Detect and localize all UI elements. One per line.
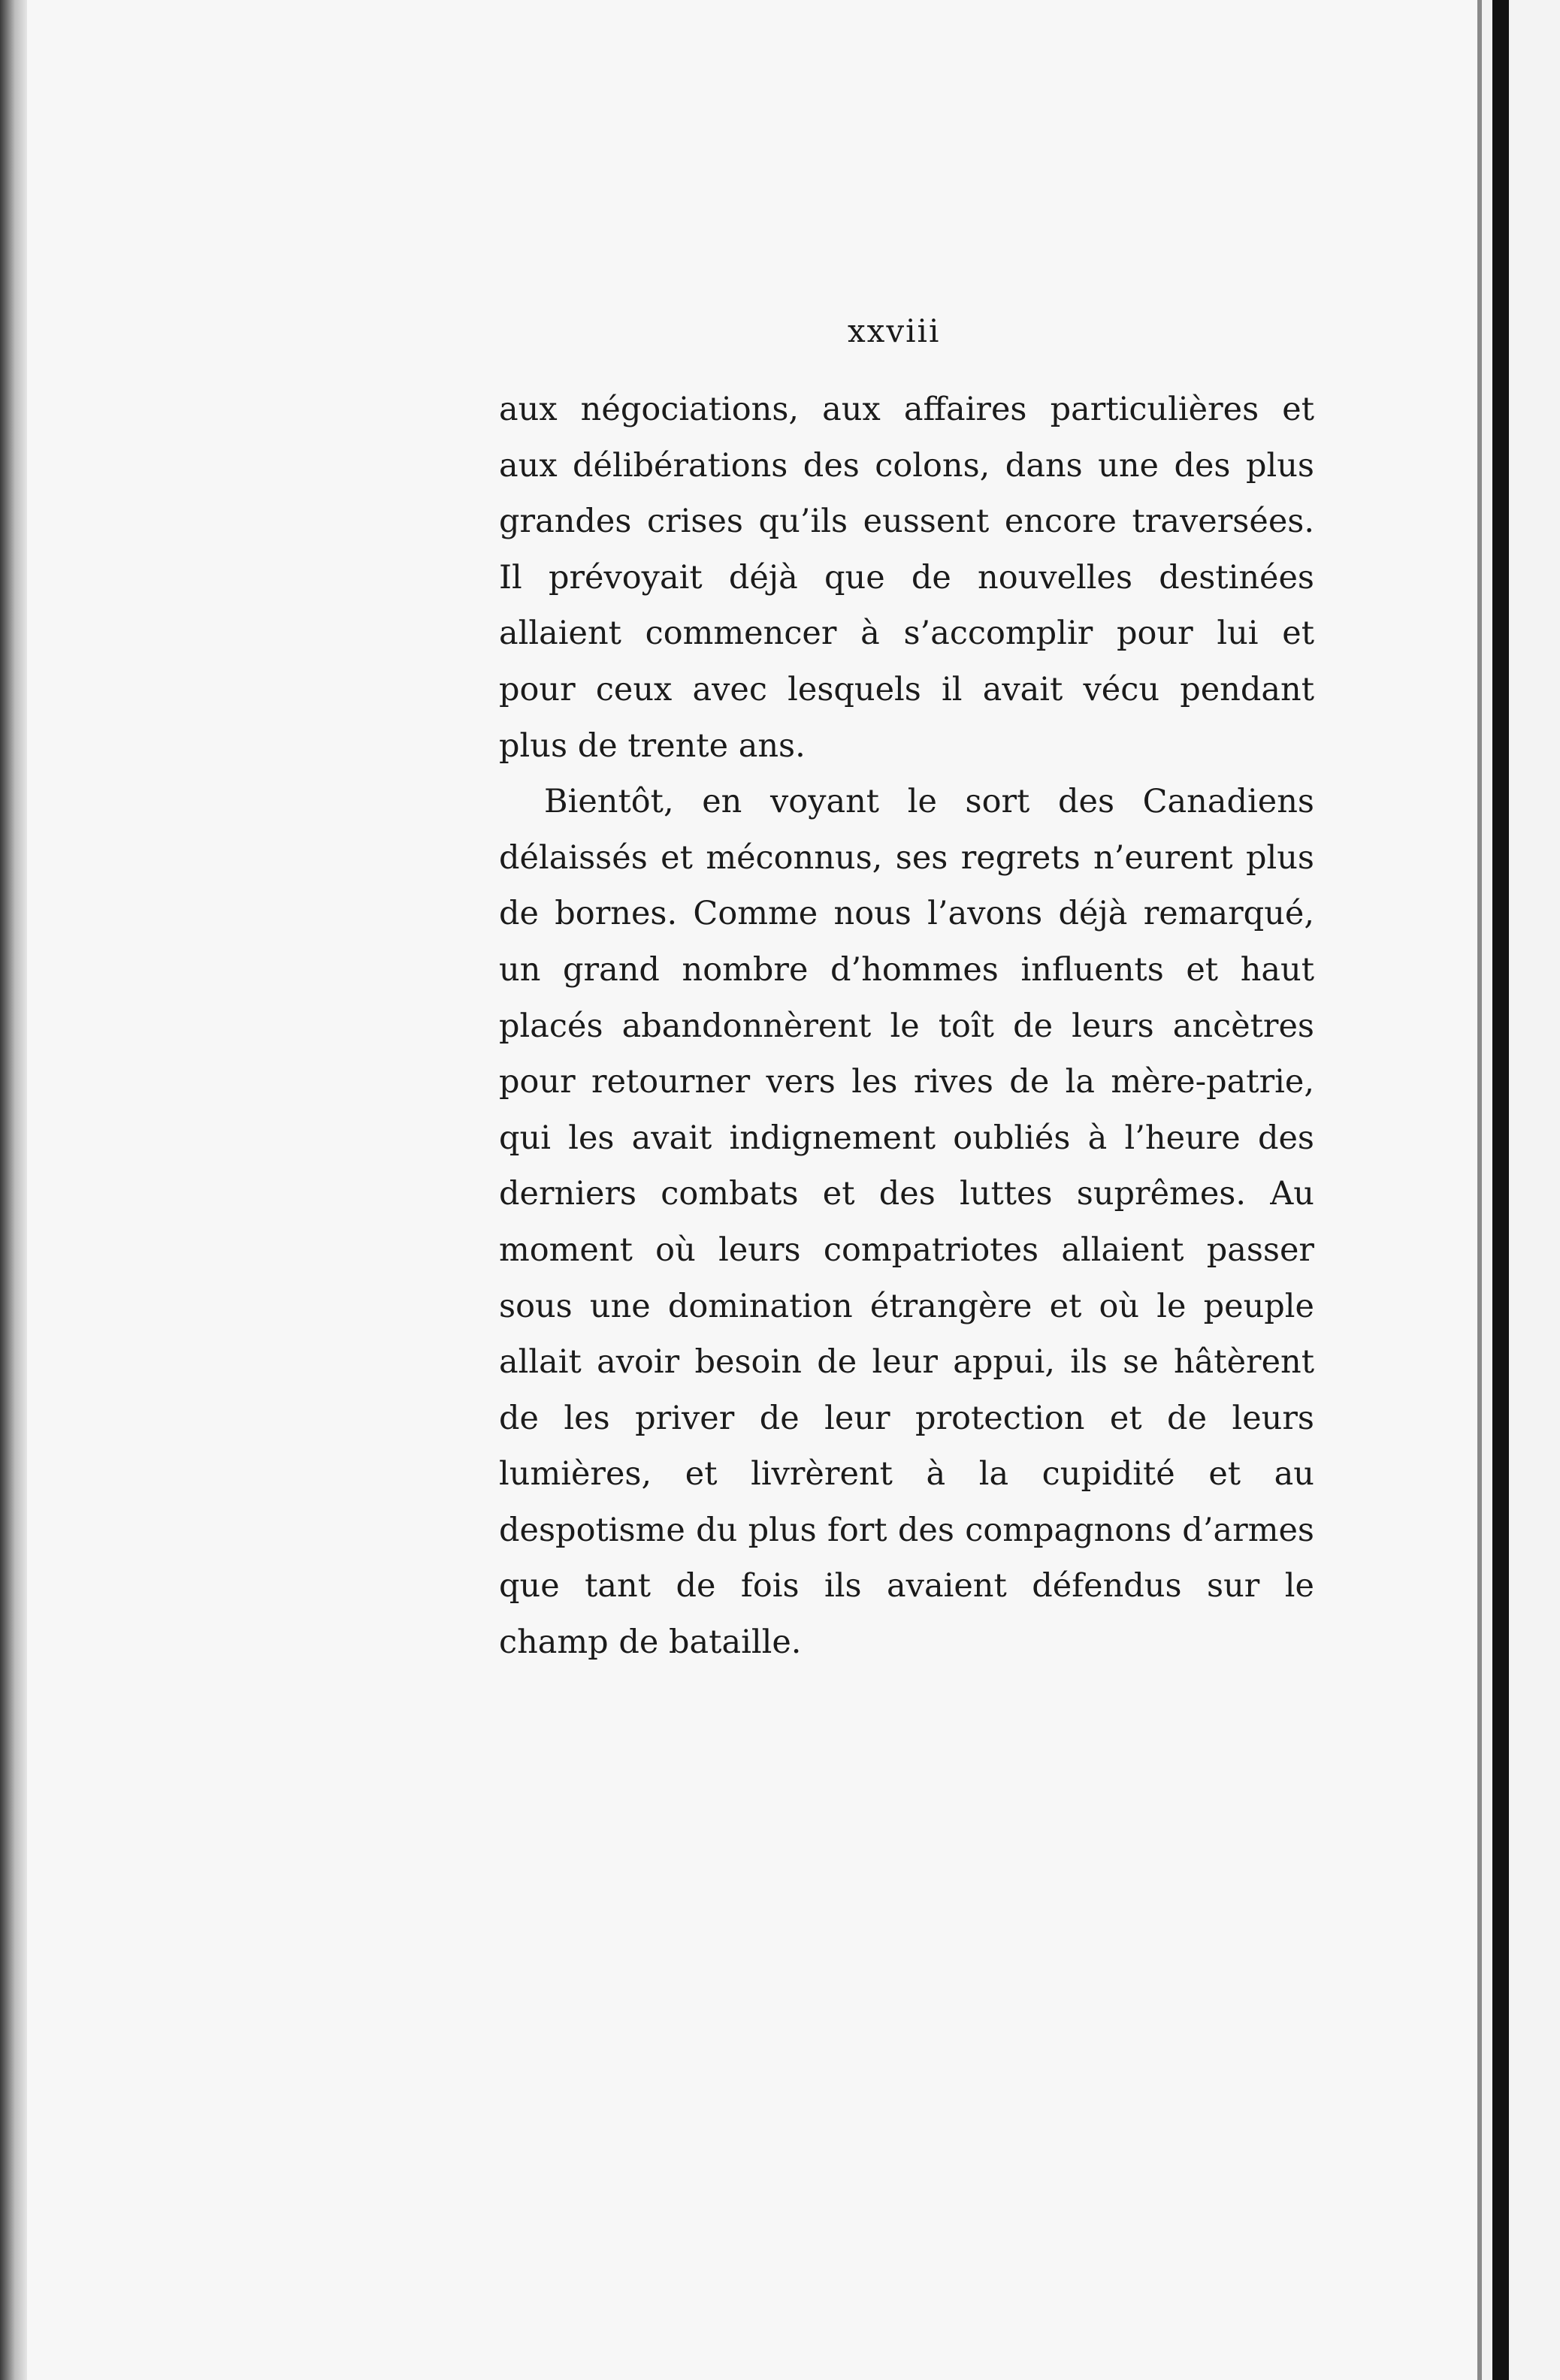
next-page-margin bbox=[1509, 0, 1560, 2380]
paragraph: Bientôt, en voyant le sort des Canadiens délaissés et méconnus, ses regrets n’eurent plus de bornes. Comme nous l’avons déjà remarqué, un grand nombre d’hommes influents et haut placés abandonnèrent le toît de leurs ancètres pour retourner vers les rives de la mère-patrie, qui les avait indignement oubliés à l’heure des derniers combats et des luttes suprêmes. Au moment où leurs compatriotes allaient passer sous une domination étrangère et où le peuple allait avoir besoin de leur appui, ils se hâtèrent de les priver de leur protection et de leurs lumières, et livrèrent à la cupidité et au despotisme du plus fort des compagnons d’armes que tant de fois ils avaient défendus sur le champ de bataille. bbox=[499, 783, 1314, 1662]
book-binding-edge bbox=[0, 0, 27, 2380]
paragraph: aux négociations, aux affaires particulières et aux délibérations des colons, dans une des plus grandes crises qu’ils eussent encore traversées. Il prévoyait déjà que de nouvelles destinées allaient commencer à s’accomplir pour lui et pour ceux avec lesquels il avait vécu pendant plus de trente ans. bbox=[499, 391, 1314, 765]
next-page-strip bbox=[1482, 0, 1492, 2380]
body-text bbox=[499, 382, 1314, 1671]
page-number: xxviii bbox=[848, 313, 941, 349]
next-page-edge bbox=[1492, 0, 1509, 2380]
